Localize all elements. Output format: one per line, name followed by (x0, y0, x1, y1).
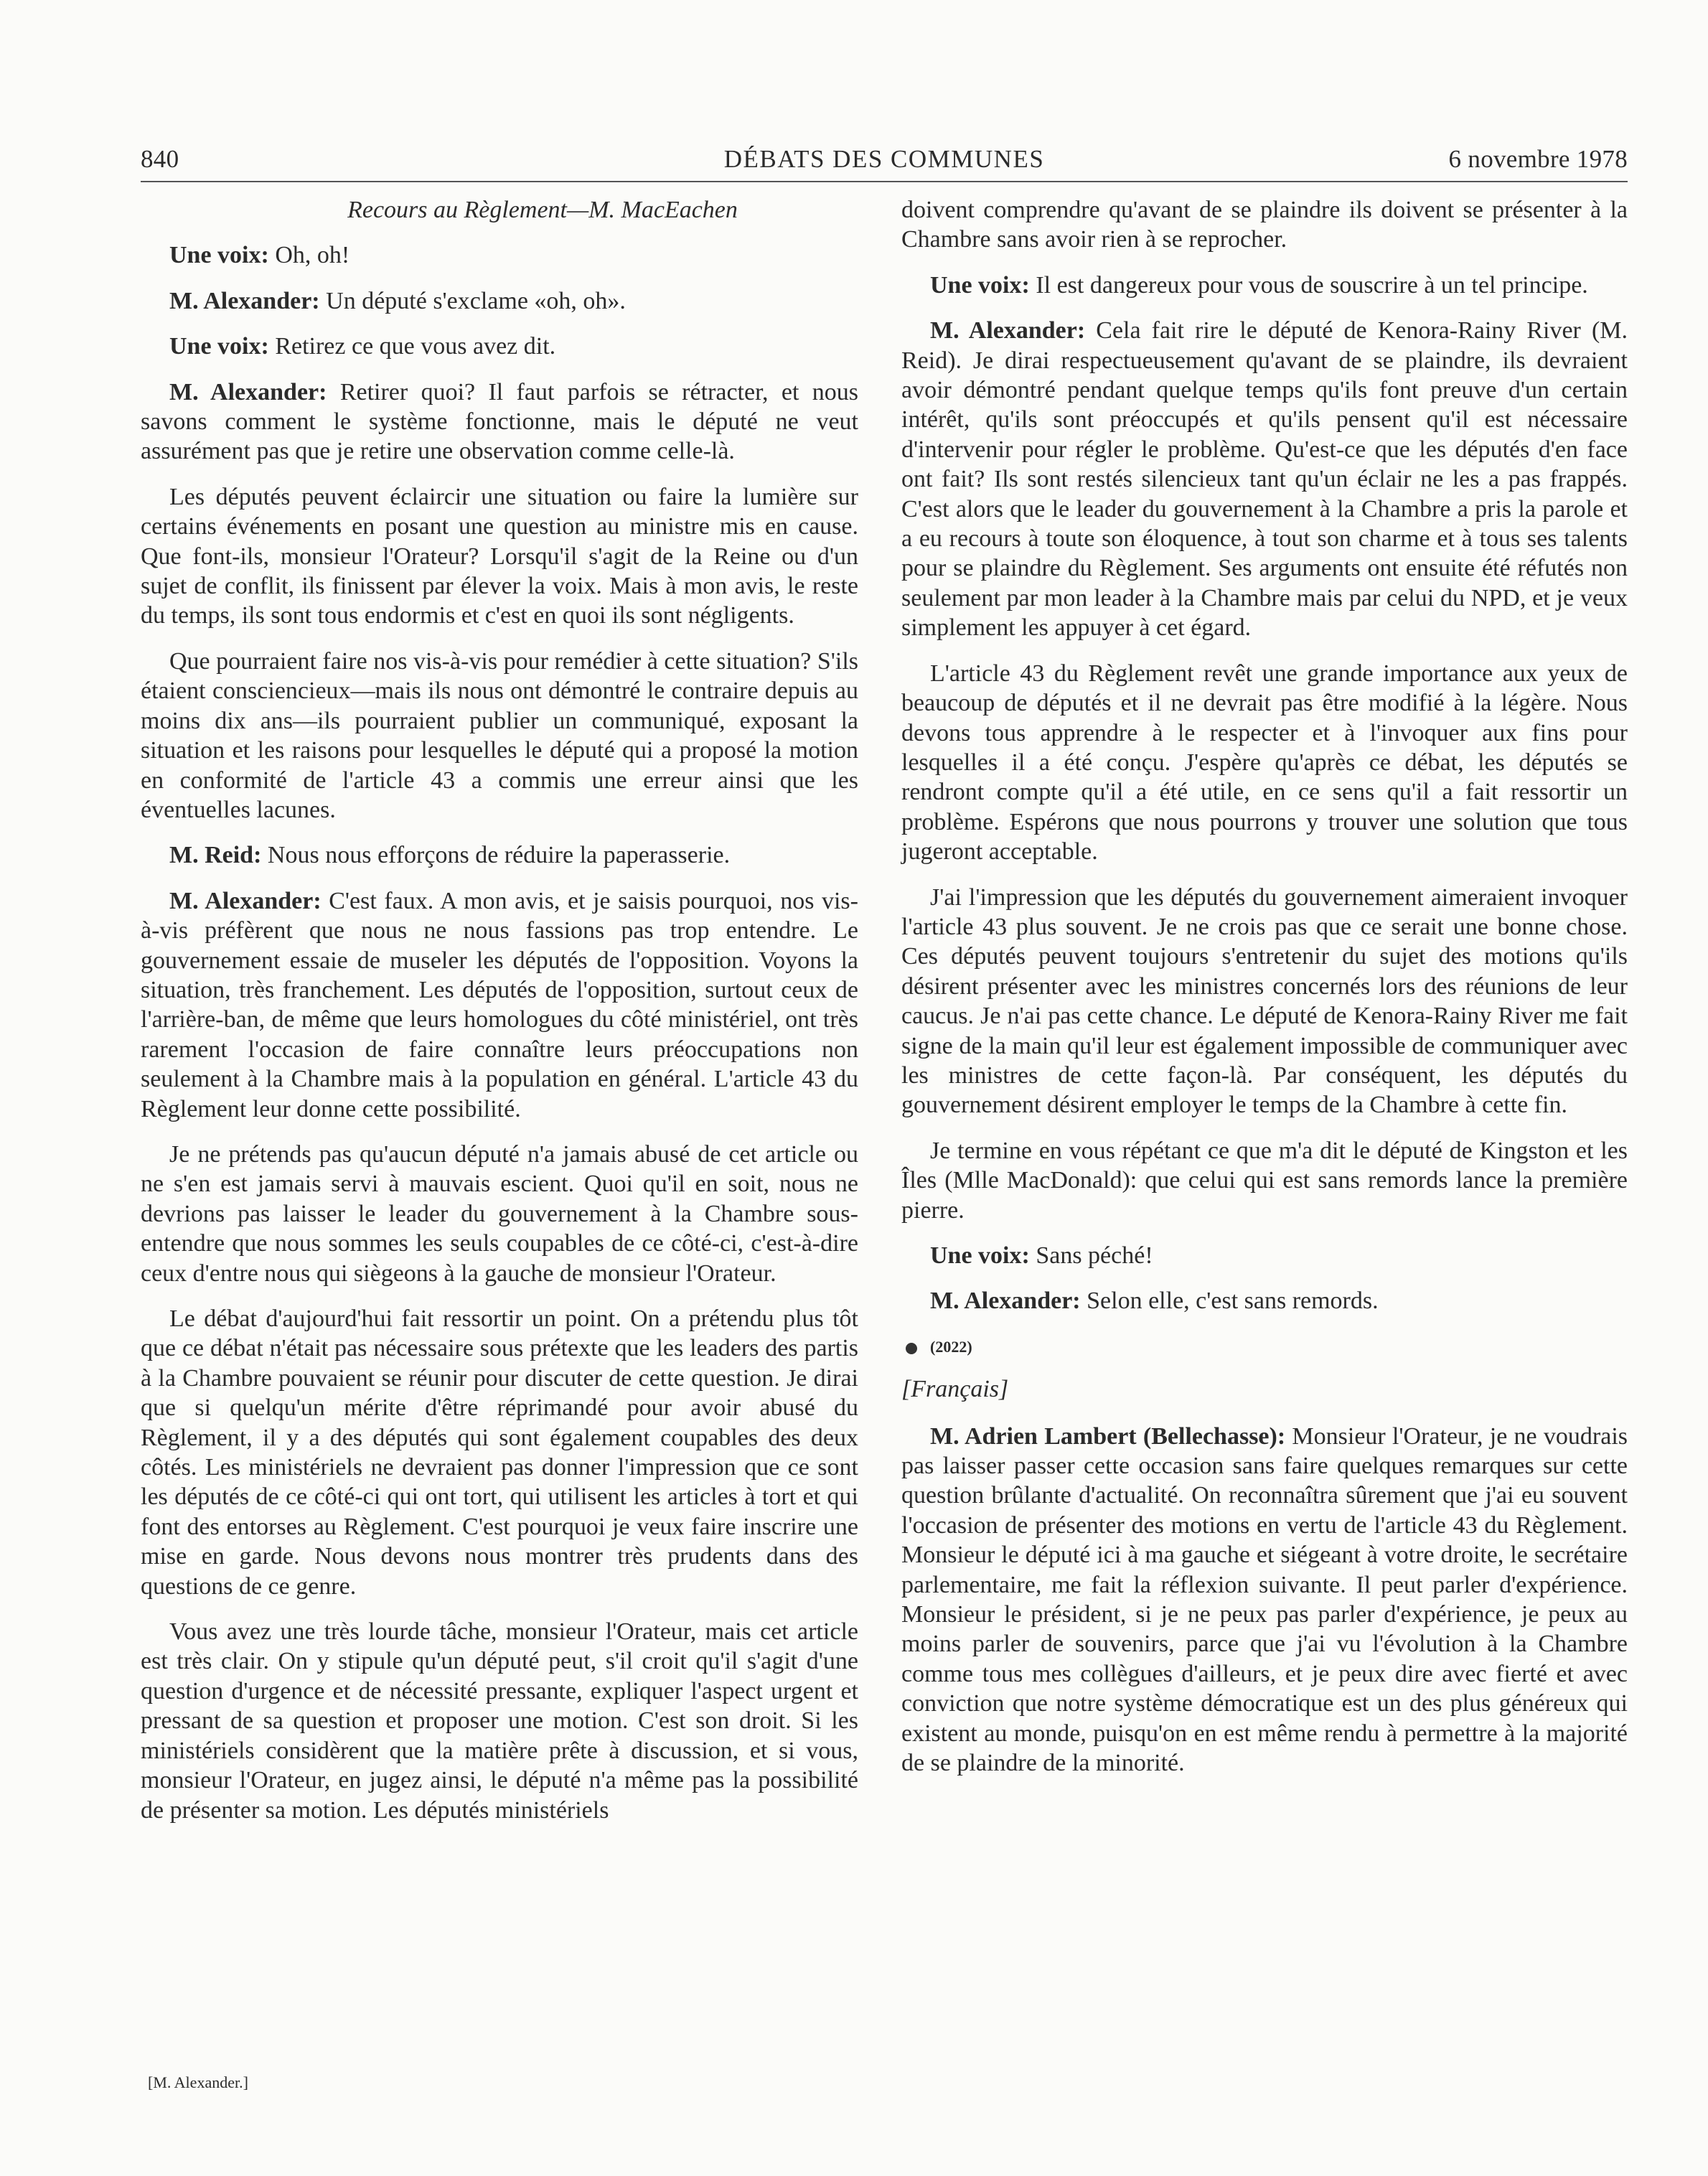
speaker-name: M. Alexander: (930, 1288, 1081, 1315)
right-column (901, 195, 1628, 1794)
left-column (141, 195, 858, 1841)
running-header (141, 141, 1628, 182)
speaker-name: M. Alexander: (169, 887, 322, 914)
speech-paragraph: Le débat d'aujourd'hui fait ressortir un point. On a prétendu plus tôt que ce débat n'était pas nécessaire sous prétexte que les leaders des partis à la Chambre pouvaient se réunir pour discuter de cette question. Je dirai que si quelqu'un mérite d'être réprimandé pour avoir abusé du Règlement, il y a des députés qui sont également coupables des deux côtés. Les ministériels ne devraient pas donner l'impression que ce sont les députés de ce côté-ci qui ont tort, qui utilisent les articles à tort et qui font des entorses au Règlement. C'est pourquoi je veux faire inscrire une mise en garde. Nous devons nous montrer très prudents dans des questions de ce genre. (141, 1305, 858, 1600)
speech-paragraph: Que pourraient faire nos vis-à-vis pour remédier à cette situation? S'ils étaient consciencieux—mais ils nous ont démontré le contraire depuis au moins dix ans—ils pourraient publier un communiqué, exposant la situation et les raisons pour lesquelles le député qui a proposé la motion en conformité de l'article 43 a commis une erreur ainsi que les éventuelles lacunes. (141, 647, 858, 823)
speaker-name: Une voix: (169, 242, 269, 269)
speaker-footnote: [M. Alexander.] (148, 2073, 248, 2091)
speech-paragraph: Les députés peuvent éclaircir une situation ou faire la lumière sur certains événements en posant une question au ministre mis en cause. Que font-ils, monsieur l'Orateur? Lorsqu'il s'agit de la Reine ou d'un sujet de conflit, ils finissent par élever la voix. Mais à mon avis, le reste du temps, ils sont tous endormis et c'est en quoi ils sont négligents. (141, 483, 858, 629)
speech-paragraph: M. Alexander: Cela fait rire le député de Kenora-Rainy River (M. Reid). Je dirai respectueusement qu'avant de se plaindre, ils devraient avoir démontré pendant quelque temps qu'ils font preuve d'un certain intérêt, qu'ils sont préoccupés et qu'ils pensent qu'il est nécessaire d'intervenir pour régler le problème. Qu'est-ce que les députés d'en face ont fait? Ils sont restés silencieux tant qu'un éclair ne les a pas frappés. C'est alors que le leader du gouvernement à la Chambre a pris la parole et a eu recours à toute son éloquence, à tout son charme et à tous ses talents pour se plaindre du Règlement. Ses arguments ont ensuite été réfutés non seulement par mon leader à la Chambre mais par celui du NPD, et je veux simplement les appuyer à cet égard. (901, 317, 1628, 642)
speech-paragraph: M. Alexander: Retirer quoi? Il faut parfois se rétracter, et nous savons comment le système fonctionne, mais le député ne veut assurément pas que je retire une observation comme celle-là. (141, 378, 858, 465)
speech-paragraph: M. Alexander: C'est faux. A mon avis, et je saisis pourquoi, nos vis-à-vis préfèrent que nous ne nous fassions pas trop entendre. Le gouvernement essaie de museler les députés de l'opposition. Voyons la situation, très franchement. Les députés de l'opposition, surtout ceux de l'arrière-ban, de même que leurs homologues du côté ministériel, ont très rarement l'occasion de faire connaître leurs préoccupations non seulement à la Chambre mais à la population en général. L'article 43 du Règlement leur donne cette possibilité. (141, 887, 858, 1122)
speech-paragraph: M. Alexander: Selon elle, c'est sans remords. (930, 1288, 1379, 1315)
publication-title: DÉBATS DES COMMUNES (723, 145, 1045, 173)
speech-paragraph: Une voix: Sans péché! (930, 1242, 1153, 1269)
speech-paragraph: Vous avez une très lourde tâche, monsieur l'Orateur, mais cet article est très clair. On y stipule qu'un député peut, s'il croit qu'il s'agit d'une question d'urgence et de nécessité pressante, expliquer l'aspect urgent et pressant de sa question et proposer une motion. C'est son droit. Si les ministériels considèrent que la matière prête à discussion, et si vous, monsieur l'Orateur, en jugez ainsi, le député n'a même pas la possibilité de présenter sa motion. Les députés ministériels (141, 1618, 858, 1824)
language-marker: [Français] (901, 1376, 1009, 1403)
speech-paragraph: doivent comprendre qu'avant de se plaindre ils doivent se présenter à la Chambre sans avoir rien à se reprocher. (901, 197, 1628, 253)
speech-paragraph: M. Adrien Lambert (Bellechasse): Monsieur l'Orateur, je ne voudrais pas laisser passer cette occasion sans faire quelques remarques sur cette question brûlante d'actualité. On reconnaîtra sûrement que j'ai eu souvent l'occasion de présenter des motions en vertu de l'article 43 du Règlement. Monsieur le député ici à ma gauche et siégeant à votre droite, le secrétaire parlementaire, me fait la réflexion suivante. Il peut parler d'expérience. Monsieur le président, si je ne peux pas parler d'expérience, je peux au moins parler de souvenirs, parce que j'ai vu l'évolution à la Chambre comme tous mes collègues d'ailleurs, et je peux dire avec fierté et avec conviction que notre système démocratique est un des plus généreux qui existent au monde, puisqu'on en est même rendu à permettre à la majorité de se plaindre de la minorité. (901, 1422, 1628, 1777)
speech-paragraph: Je ne prétends pas qu'aucun député n'a jamais abusé de cet article ou ne s'en est jamais servi à mauvais escient. Quoi qu'il en soit, nous ne devrions pas laisser le leader du gouvernement à la Chambre sous-entendre que nous sommes les seuls coupables de ce côté-ci, c'est-à-dire ceux d'entre nous qui siègeons à la gauche de monsieur l'Orateur. (141, 1140, 858, 1287)
speech-paragraph: Je termine en vous répétant ce que m'a dit le député de Kingston et les Îles (Mlle MacDonald): que celui qui est sans remords lance la première pierre. (901, 1137, 1628, 1224)
speaker-name: M. Alexander: (930, 317, 1086, 344)
page-number: 840 (141, 145, 179, 173)
speech-paragraph: Une voix: Oh, oh! (169, 242, 350, 269)
speech-paragraph: M. Reid: Nous nous efforçons de réduire la paperasserie. (169, 842, 731, 869)
speaker-name: Une voix: (930, 1242, 1030, 1269)
speaker-name: M. Alexander: (169, 287, 320, 314)
bullet-dot-icon (906, 1343, 917, 1354)
speech-paragraph: Une voix: Retirez ce que vous avez dit. (169, 333, 556, 360)
speech-paragraph: L'article 43 du Règlement revêt une grande importance aux yeux de beaucoup de députés et il ne devrait pas être modifié à la légère. Nous devons tous apprendre à le respecter et à l'invoquer aux fins pour lesquelles il a été conçu. J'espère qu'après ce débat, les députés se rendront compte qu'il a été utile, en ce sens qu'il a fait ressortir un problème. Espérons que nous pourrons y trouver une solution que tous jugeront acceptable. (901, 660, 1628, 866)
speaker-name: Une voix: (169, 333, 269, 360)
speaker-name: M. Alexander: (169, 378, 327, 405)
section-subhead: Recours au Règlement—M. MacEachen (347, 197, 738, 223)
speaker-name: M. Reid: (169, 842, 262, 869)
speaker-name: Une voix: (930, 271, 1030, 299)
speech-paragraph: J'ai l'impression que les députés du gouvernement aimeraient invoquer l'article 43 plus souvent. Je ne crois pas que ce serait une bonne chose. Ces députés peuvent toujours s'entretenir du sujet des motions qu'ils désirent présenter avec les ministres concernés lors des réunions de leur caucus. Je n'ai pas cette chance. Le député de Kenora-Rainy River me fait signe de la main qu'il leur est également impossible de communiquer avec les ministres de cette façon-là. Par conséquent, les députés du gouvernement désirent employer le temps de la Chambre à cette fin. (901, 883, 1628, 1119)
time-marker: (2022) (901, 1332, 1628, 1361)
sitting-date: 6 novembre 1978 (1448, 145, 1628, 173)
speech-paragraph: Une voix: Il est dangereux pour vous de souscrire à un tel principe. (930, 271, 1588, 299)
speaker-name: M. Adrien Lambert (Bellechasse): (930, 1422, 1286, 1450)
speech-paragraph: M. Alexander: Un député s'exclame «oh, oh». (169, 287, 626, 314)
